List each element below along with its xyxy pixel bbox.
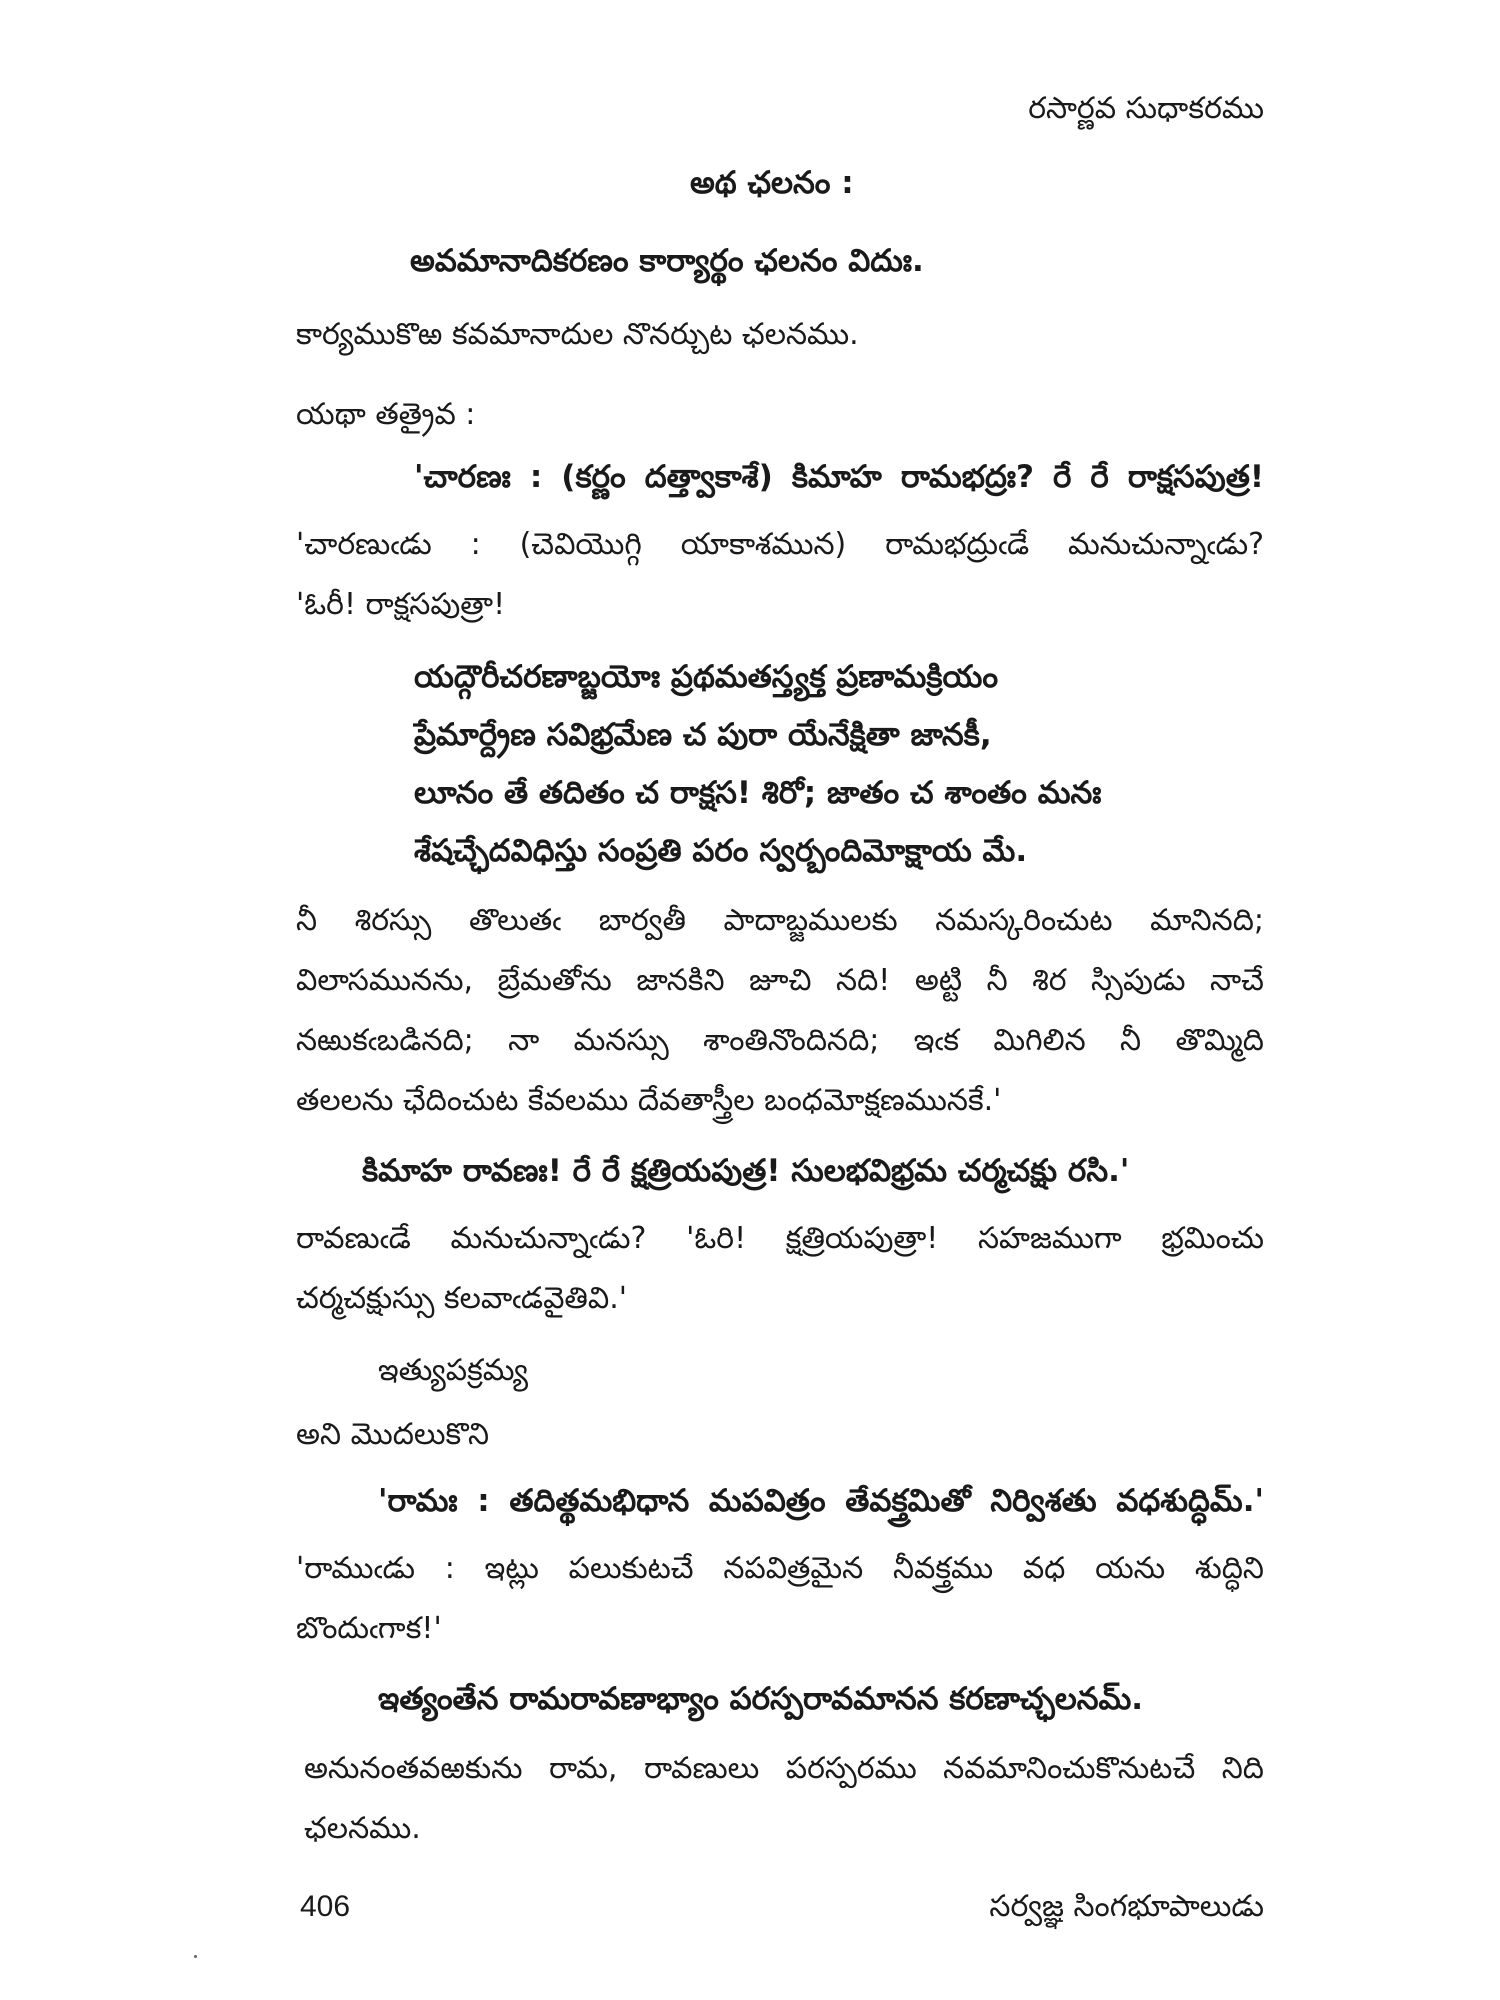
sutra-line: అవమానాదికరణం కార్యార్థం ఛలనం విదుః. xyxy=(410,243,924,279)
translation-line-3a: 'రాముఁడు : ఇట్లు పలుకుటచే నపవిత్రమైన నీవక్త్రము వధ యను శుద్ధిని xyxy=(296,1551,1264,1586)
translation-line-3b: బొందుఁగాక!' xyxy=(296,1611,442,1646)
section-heading: అథ ఛలనం : xyxy=(690,165,854,201)
translation-line-2a: రావణుఁడే మనుచున్నాఁడు? 'ఓరి! క్షత్రియపుత్రా! సహజముగా భ్రమించు xyxy=(296,1221,1264,1256)
running-header: రసార్ణవ సుధాకరము xyxy=(1028,91,1264,126)
verse-line-1: యద్గౌరీచరణాబ్జయోః ప్రథమతస్త్యక్త ప్రణామక్రియం xyxy=(414,659,999,695)
verse-translation-line-1: నీ శిరస్సు తొలుతఁ బార్వతీ పాదాబ్జములకు నమస్కరించుట మానినది; xyxy=(296,903,1264,938)
sanskrit-line-2: కిమాహ రావణః! రే రే క్షత్రియపుత్ర! సులభవిభ్రమ చర్మచక్షు రసి.' xyxy=(362,1153,1130,1189)
sanskrit-line-4: ఇత్యంతేన రామరావణాభ్యాం పరస్పరావమానన కరణాచ్ఛలనమ్. xyxy=(378,1681,1144,1717)
translation-line-4a: అనునంతవఱకును రామ, రావణులు పరస్పరము నవమానించుకొనుటచే నిది xyxy=(304,1751,1264,1786)
gloss-line: కార్యముకొఱ కవమానాదుల నొనర్చుట ఛలనము. xyxy=(296,317,859,352)
yatha-line: యథా తత్రైవ : xyxy=(296,397,476,432)
verse-translation-line-4: తలలను ఛేదించుట కేవలము దేవతాస్త్రీల బంధమోక్షణమునకే.' xyxy=(296,1083,1002,1118)
verse-line-4: శేషచ్ఛేదవిధిస్తు సంప్రతి పరం స్వర్బందిమోక్షాయ మే. xyxy=(414,833,1028,869)
scan-speck xyxy=(194,1955,197,1958)
ityupakramya-line: ఇత్యుపక్రమ్య xyxy=(378,1353,528,1388)
verse-line-3: లూనం తే తదితం చ రాక్షస! శిరో; జాతం చ శాంతం మనః xyxy=(414,775,1102,811)
translation-line-1a: 'చారణుఁడు : (చెవియొగ్గి యాకాశమున) రామభద్రుఁడే మనుచున్నాఁడు? xyxy=(296,527,1264,562)
translation-line-2b: చర్మచక్షుస్సు కలవాఁడవైతివి.' xyxy=(296,1281,628,1316)
sanskrit-line-3: 'రామః : తదిత్థమభిధాన మపవిత్రం తేవక్త్రమితో నిర్విశతు వధశుద్ధిమ్.' xyxy=(378,1483,1264,1519)
sanskrit-line-1: 'చారణః : (కర్ణం దత్త్వాకాశే) కిమాహ రామభద్రః? రే రే రాక్షసపుత్ర! xyxy=(414,459,1264,495)
verse-translation-line-2: విలాసమునను, బ్రేమతోను జానకిని జూచి నది! అట్టి నీ శిర స్సిపుడు నాచే xyxy=(296,963,1264,998)
translation-line-1b: 'ఓరీ! రాక్షసపుత్రా! xyxy=(296,587,506,622)
page-number: 406 xyxy=(300,1890,351,1923)
ani-modalukoni-line: అని మొదలుకొని xyxy=(296,1417,490,1452)
verse-translation-line-3: నఱుకఁబడినది; నా మనస్సు శాంతినొందినది; ఇఁక మిగిలిన నీ తొమ్మిది xyxy=(296,1023,1264,1058)
footer-author: సర్వజ్ఞ సింగభూపాలుడు xyxy=(989,1889,1264,1924)
verse-line-2: ప్రేమార్ద్రేణ సవిభ్రమేణ చ పురా యేనేక్షితా జానకీ, xyxy=(414,717,992,753)
translation-line-4b: ఛలనము. xyxy=(304,1811,421,1846)
